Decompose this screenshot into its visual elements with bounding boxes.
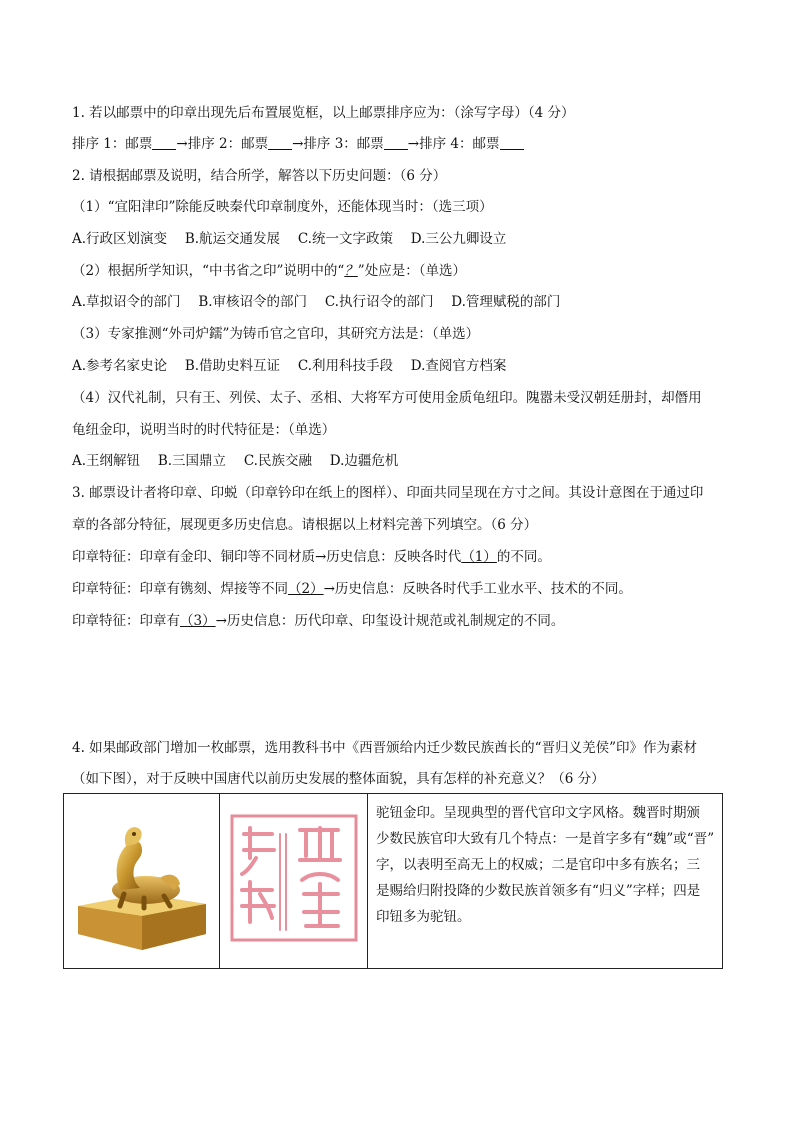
q4-prompt-line1: 4. 如果邮政部门增加一枚邮票，选用教科书中《西晋颁给内迁少数民族酋长的“晋归义羌侯”印》作为素材 bbox=[72, 740, 697, 756]
q3-row-3-pre: 印章特征：印章有 bbox=[72, 613, 180, 629]
q2-4-question-line2: 龟纽金印，说明当时的时代特征是：（单选） bbox=[72, 422, 336, 438]
q2-intro: 2. 请根据邮票及说明，结合所学，解答以下历史问题：（6 分） bbox=[72, 168, 447, 184]
rank-3-blank[interactable] bbox=[384, 136, 408, 150]
gold-camel-seal-image bbox=[64, 794, 219, 964]
rank-2-label: →排序 2：邮票 bbox=[176, 136, 269, 152]
q2-4-options: A.王纲解钮 B.三国鼎立 C.民族交融 D.边疆危机 bbox=[72, 453, 399, 469]
desc-line-3: 字，以表明至高无上的权威；二是官印中多有族名；三 bbox=[376, 857, 700, 873]
q3-row-2-post: →历史信息：反映各时代手工业水平、技术的不同。 bbox=[323, 581, 632, 597]
q3-row-3 bbox=[72, 612, 564, 630]
q3-prompt-line2: 章的各部分特征，展现更多历史信息。请根据以上材料完善下列填空。（6 分） bbox=[72, 517, 538, 533]
q3-row-2 bbox=[72, 580, 632, 598]
seal-table bbox=[63, 793, 723, 969]
rank-2-blank[interactable] bbox=[268, 136, 292, 150]
q3-row-3-post: →历史信息：历代印章、印玺设计规范或礼制规定的不同。 bbox=[215, 613, 565, 629]
q2-2-options: A.草拟诏令的部门 B.审核诏令的部门 C.执行诏令的部门 D.管理赋税的部门 bbox=[72, 294, 561, 310]
q1-prompt: 1. 若以邮票中的印章出现先后布置展览框，以上邮票排序应为：（涂写字母）（4 分） bbox=[72, 105, 575, 121]
q3-prompt-line1: 3. 邮票设计者将印章、印蜕（印章钤印在纸上的图样）、印面共同呈现在方寸之间。其设计意图在于通过印 bbox=[72, 485, 704, 501]
rank-1-blank[interactable] bbox=[152, 136, 176, 150]
q3-row-1-pre: 印章特征：印章有金印、铜印等不同材质→历史信息：反映各时代 bbox=[72, 549, 462, 565]
desc-line-5: 印钮多为驼钮。 bbox=[376, 909, 471, 925]
desc-line-1: 驼钮金印。呈现典型的晋代官印文字风格。魏晋时期颁 bbox=[376, 805, 700, 821]
seal-description bbox=[368, 794, 722, 930]
q2-1-options: A.行政区划演变 B.航运交通发展 C.统一文字政策 D.三公九卿设立 bbox=[72, 231, 507, 247]
rank-3-label: →排序 3：邮票 bbox=[292, 136, 384, 152]
q3-blank-3[interactable]: （3） bbox=[180, 613, 216, 629]
seal-photo-cell bbox=[64, 794, 220, 969]
q2-3-question: （3）专家推测“外司炉鑐”为铸币官之官印，其研究方法是：（单选） bbox=[72, 326, 480, 342]
q2-3-options: A.参考名家史论 B.借助史料互证 C.利用科技手段 D.查阅官方档案 bbox=[72, 358, 507, 374]
rank-1-label: 排序 1：邮票 bbox=[72, 136, 153, 152]
q2-2-mark: ？ bbox=[344, 263, 358, 279]
q3-blank-1[interactable]: （1） bbox=[461, 549, 497, 565]
q4-prompt-line2: （如下图），对于反映中国唐代以前历史发展的整体面貌，具有怎样的补充意义？（6 分） bbox=[72, 771, 605, 787]
q1-ranking bbox=[72, 135, 524, 153]
q2-2-question bbox=[72, 262, 466, 280]
desc-line-2: 少数民族官印大致有几个特点：一是首字多有“魏”或“晋” bbox=[376, 831, 715, 847]
q3-row-1-post: 的不同。 bbox=[496, 549, 551, 565]
q2-4-question-line1: （4）汉代礼制，只有王、列侯、太子、丞相、大将军方可使用金质龟纽印。隗嚣未受汉朝廷册封，却僭用 bbox=[72, 390, 702, 406]
rank-4-label: →排序 4：邮票 bbox=[407, 136, 500, 152]
q3-row-1 bbox=[72, 548, 551, 566]
q3-blank-2[interactable]: （2） bbox=[288, 581, 324, 597]
desc-line-4: 是赐给归附投降的少数民族首领多有“归义”字样；四是 bbox=[376, 883, 701, 899]
seal-imprint-cell bbox=[220, 794, 368, 969]
q2-2-pre: （2）根据所学知识，“中书省之印”说明中的“ bbox=[72, 263, 345, 279]
seal-description-cell bbox=[368, 794, 723, 969]
rank-4-blank[interactable] bbox=[500, 136, 524, 150]
seal-imprint-image bbox=[220, 794, 367, 964]
q2-2-post: ”处应是：（单选） bbox=[357, 263, 466, 279]
q3-row-2-pre: 印章特征：印章有镌刻、焊接等不同 bbox=[72, 581, 288, 597]
q2-1-question: （1）“宜阳津印”除能反映秦代印章制度外，还能体现当时：（选三项） bbox=[72, 199, 493, 215]
